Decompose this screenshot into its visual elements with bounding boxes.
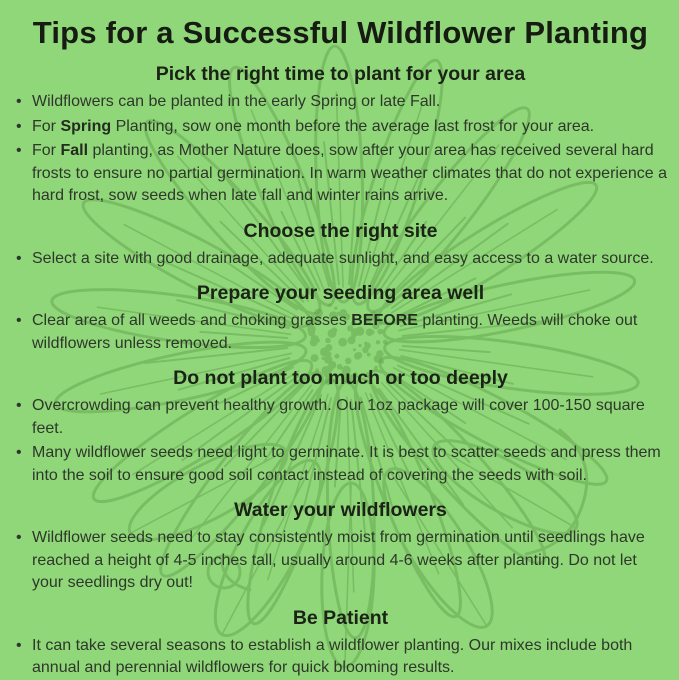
bullet-dot-icon: •: [16, 117, 22, 135]
section-heading: Prepare your seeding area well: [196, 282, 485, 304]
tip-bullet: • Clear area of all weeds and choking grasses BEFORE planting. Weeds will choke out wildflowers unless removed.: [16, 312, 638, 352]
section-2: [12, 219, 669, 271]
bullet-dot-icon: •: [16, 249, 22, 267]
section-1: [12, 62, 669, 208]
section-heading: Pick the right time to plant for your area: [155, 63, 526, 85]
tip-bullet: • For Spring Planting, sow one month before the average last frost for your area.: [16, 116, 669, 139]
section-heading: Be Patient: [292, 606, 389, 629]
tips-list: [12, 91, 669, 208]
tip-bullet: • For Fall planting, as Mother Nature does, sow after your area has received several hard frosts to ensure no partial germination. In warm weather climates that do not experience a hard frost, sow seeds when late fall and winter rains arrive.: [16, 142, 667, 204]
tips-sections: [12, 62, 669, 680]
bullet-dot-icon: •: [16, 444, 22, 461]
tip-bullet: • Wildflower seeds need to stay consistently moist from germination until seedlings have reached a height of 4-5 inches tall, usually around 4-6 weeks after planting. Do not let your seedlings dry out!: [16, 529, 645, 591]
tips-list: [12, 310, 669, 355]
tips-list: [12, 248, 669, 271]
bullet-dot-icon: •: [16, 312, 22, 329]
bullet-dot-icon: •: [16, 93, 22, 110]
bullet-dot-icon: •: [16, 142, 22, 159]
section-3: [12, 281, 669, 355]
tip-bullet: • Select a site with good drainage, adequate sunlight, and easy access to a water source.: [16, 248, 669, 271]
tip-bullet: • Many wildflower seeds need light to germinate. It is best to scatter seeds and press them into the soil to ensure good soil contact instead of covering the seeds with soil.: [16, 444, 661, 484]
bullet-dot-icon: •: [16, 397, 22, 414]
bullet-dot-icon: •: [16, 636, 22, 654]
tips-list: [12, 395, 669, 487]
tips-list: [12, 635, 669, 680]
page-title: Tips for a Successful Wildflower Planting: [32, 15, 649, 50]
section-5: [12, 498, 669, 595]
tips-list: [12, 527, 669, 595]
bullet-dot-icon: •: [16, 529, 22, 546]
section-heading: Water your wildflowers: [234, 499, 447, 521]
tip-bullet: • It can take several seasons to establish a wildflower planting. Our mixes include both annual and perennial wildflowers for quick blooming results.: [16, 636, 633, 676]
tip-bullet: • Wildflowers can be planted in the early Spring or late Fall.: [16, 91, 669, 114]
section-4: [12, 366, 669, 487]
section-heading: Choose the right site: [243, 219, 438, 242]
tip-bullet: • Overcrowding can prevent healthy growth. Our 1oz package will cover 100-150 square feet.: [16, 397, 645, 437]
section-heading: Do not plant too much or too deeply: [173, 367, 508, 389]
section-6: [12, 606, 669, 680]
